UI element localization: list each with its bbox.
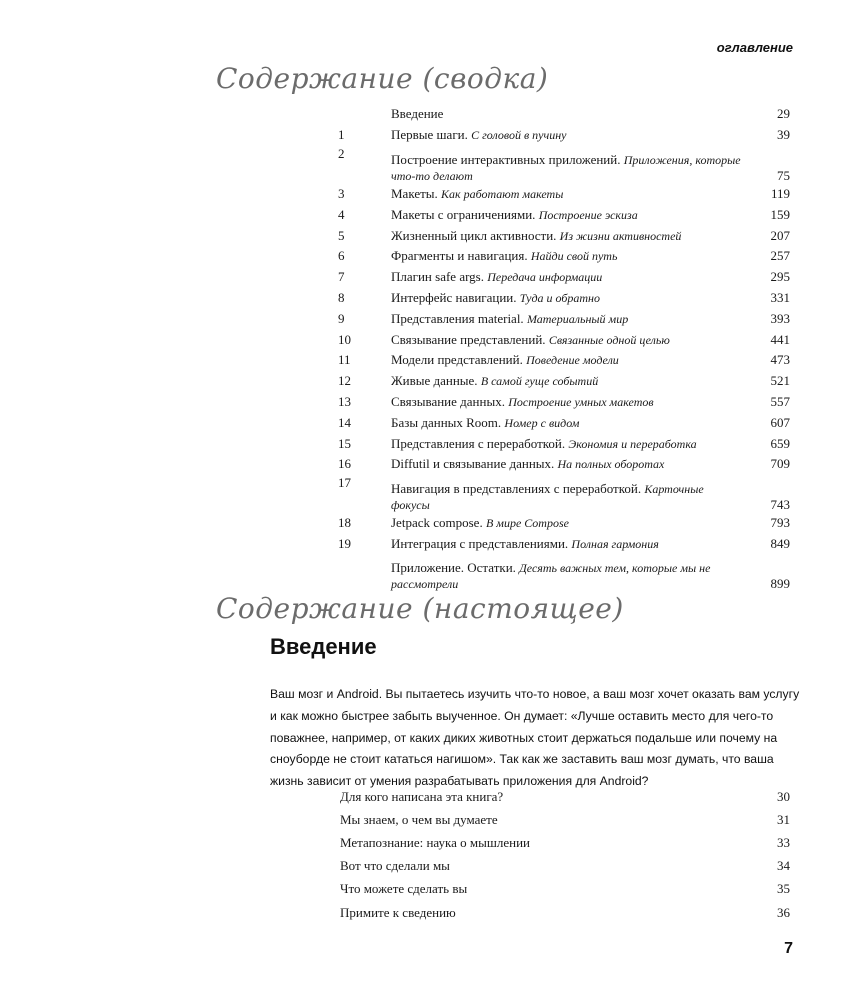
toc-chapter-number: 9 <box>338 310 345 326</box>
toc-chapter-title: Макеты с ограничениями. Построение эскиза <box>391 206 638 222</box>
toc-chapter-number: 19 <box>338 535 351 551</box>
toc-detail-title: Что можете сделать вы <box>340 881 468 897</box>
toc-detail-page: 33 <box>777 834 790 850</box>
toc-row-12[interactable] <box>338 371 790 392</box>
toc-chapter-subtitle: Связанные одной целью <box>548 332 670 347</box>
intro-paragraph: Ваш мозг и Android. Вы пытаетесь изучить что-то новое, а ваш мозг хочет оказать вам услугу и как можно быстрее забыть выученное. Он думает: «Лучше оставить место для чего-то поважнее, например, от каких диких животных стоит держаться подальше или почему на сноуборде не стоит кататься нагишом». Так как же заставить ваш мозг думать, что ваша жизнь зависит от умения разрабатывать приложения для Android? <box>270 687 800 789</box>
toc-page-number: 331 <box>770 289 790 305</box>
toc-chapter-number: 12 <box>338 373 351 389</box>
toc-row-intro[interactable] <box>338 104 790 125</box>
toc-page-number: 159 <box>770 206 790 222</box>
toc-detail-row[interactable] <box>340 855 790 878</box>
toc-chapter-title: Связывание данных. Построение умных макетов <box>391 393 654 409</box>
toc-chapter-title: Первые шаги. С головой в пучину <box>391 127 567 143</box>
running-head: оглавление <box>716 40 793 55</box>
toc-chapter-title: Приложение. Остатки. Десять важных тем, которые мы не рассмотрели <box>391 560 711 592</box>
toc-detail-title: Метапознание: наука о мышлении <box>340 834 531 850</box>
toc-chapter-number: 5 <box>338 227 345 243</box>
toc-page-number: 119 <box>770 185 790 201</box>
toc-chapter-subtitle: Найди свой путь <box>530 249 618 264</box>
toc-chapter-number: 2 <box>338 145 345 161</box>
toc-chapter-subtitle: Экономия и переработка <box>568 436 697 451</box>
toc-detail-list <box>340 785 790 924</box>
toc-summary-list <box>338 104 790 592</box>
toc-page-number: 257 <box>770 248 790 264</box>
toc-detail-title: Вот что сделали мы <box>340 858 450 874</box>
toc-row-16[interactable] <box>338 454 790 475</box>
toc-detail-page: 35 <box>777 881 790 897</box>
toc-chapter-title: Живые данные. В самой гуще событий <box>391 373 599 389</box>
toc-detail-title: Примите к сведению <box>340 904 456 920</box>
toc-page-number: 39 <box>777 127 790 143</box>
toc-chapter-title: Связывание представлений. Связанные одной целью <box>391 331 670 347</box>
toc-row-18[interactable] <box>338 513 790 534</box>
toc-chapter-number: 1 <box>338 127 345 143</box>
toc-chapter-subtitle: Полная гармония <box>571 536 659 551</box>
toc-page-number: 393 <box>770 310 790 326</box>
toc-row-11[interactable] <box>338 350 790 371</box>
toc-chapter-number: 8 <box>338 289 345 305</box>
toc-detail-page: 34 <box>777 858 790 874</box>
toc-detail-row[interactable] <box>340 808 790 831</box>
toc-chapter-subtitle: В мире Compose <box>485 516 569 531</box>
toc-chapter-number: 4 <box>338 206 345 222</box>
toc-detail-row[interactable] <box>340 785 790 808</box>
toc-chapter-title: Модели представлений. Поведение модели <box>391 352 619 368</box>
toc-detail-page: 31 <box>777 811 790 827</box>
toc-detail-row[interactable] <box>340 878 790 901</box>
toc-page-number: 441 <box>770 331 790 347</box>
toc-chapter-subtitle: Как работают макеты <box>441 186 564 201</box>
toc-detail-row[interactable] <box>340 831 790 854</box>
toc-row-6[interactable] <box>338 246 790 267</box>
toc-row-3[interactable] <box>338 184 790 205</box>
toc-chapter-number: 6 <box>338 248 345 264</box>
toc-chapter-subtitle: Номер с видом <box>504 415 580 430</box>
toc-detail-title: Мы знаем, о чем вы думаете <box>340 811 498 827</box>
toc-chapter-subtitle: Передача информации <box>487 270 603 285</box>
toc-page-number: 849 <box>770 535 790 551</box>
toc-page-number: 521 <box>770 373 790 389</box>
toc-row-7[interactable] <box>338 267 790 288</box>
toc-page-number: 709 <box>770 456 790 472</box>
toc-detail-title: Для кого написана эта книга? <box>340 788 504 804</box>
page-number: 7 <box>784 940 793 957</box>
toc-chapter-subtitle: Поведение модели <box>526 353 619 368</box>
toc-chapter-subtitle: Карточные фокусы <box>391 481 704 512</box>
toc-chapter-subtitle: Из жизни активностей <box>559 228 682 243</box>
toc-page-number: 899 <box>770 576 790 592</box>
toc-chapter-subtitle: На полных оборотах <box>557 457 665 472</box>
toc-row-14[interactable] <box>338 412 790 433</box>
toc-row-17[interactable] <box>338 475 790 513</box>
toc-chapter-subtitle: В самой гуще событий <box>480 374 599 389</box>
toc-chapter-subtitle: С головой в пучину <box>471 128 567 143</box>
toc-chapter-subtitle: Материальный мир <box>526 311 629 326</box>
toc-chapter-title: Навигация в представлениях с переработкой. Карточные фокусы <box>391 480 704 512</box>
toc-page-number: 295 <box>770 269 790 285</box>
toc-chapter-title: Жизненный цикл активности. Из жизни активностей <box>391 227 682 243</box>
toc-chapter-number: 17 <box>338 474 351 490</box>
toc-page-number: 659 <box>770 435 790 451</box>
toc-row-9[interactable] <box>338 308 790 329</box>
toc-row-4[interactable] <box>338 204 790 225</box>
toc-page-number: 793 <box>770 515 790 531</box>
toc-detail-page: 36 <box>777 904 790 920</box>
toc-chapter-number: 16 <box>338 456 351 472</box>
toc-chapter-title: Введение <box>391 106 444 122</box>
toc-chapter-title: Представления material. Материальный мир <box>391 310 629 326</box>
toc-chapter-subtitle: Приложения, которые что-то делают <box>391 152 741 183</box>
toc-chapter-title: Diffutil и связывание данных. На полных оборотах <box>391 456 665 472</box>
toc-page-number: 75 <box>777 167 790 183</box>
toc-chapter-title: Фрагменты и навигация. Найди свой путь <box>391 248 618 264</box>
toc-chapter-subtitle: Туда и обратно <box>519 290 601 305</box>
toc-row-8[interactable] <box>338 288 790 309</box>
toc-row-13[interactable] <box>338 392 790 413</box>
toc-detail-row[interactable] <box>340 901 790 924</box>
toc-row-19[interactable] <box>338 534 790 555</box>
full-section-title: Содержание (настоящее) <box>216 592 624 625</box>
toc-row-10[interactable] <box>338 329 790 350</box>
toc-page-number: 607 <box>770 414 790 430</box>
toc-row-appendix[interactable] <box>338 554 790 592</box>
toc-page-number: 743 <box>770 496 790 512</box>
toc-chapter-number: 11 <box>338 352 351 368</box>
toc-detail-page: 30 <box>777 788 790 804</box>
toc-chapter-title: Представления с переработкой. Экономия и переработка <box>391 435 697 451</box>
toc-chapter-number: 7 <box>338 269 345 285</box>
toc-chapter-title: Плагин safe args. Передача информации <box>391 269 603 285</box>
toc-row-1[interactable] <box>338 125 790 146</box>
toc-chapter-number: 10 <box>338 331 351 347</box>
toc-page-number: 473 <box>770 352 790 368</box>
chapter-heading: Введение <box>270 634 377 659</box>
toc-chapter-subtitle: Построение эскиза <box>538 207 638 222</box>
toc-chapter-subtitle: Построение умных макетов <box>508 394 654 409</box>
toc-chapter-title: Построение интерактивных приложений. Приложения, которые что-то делают <box>391 151 741 183</box>
toc-page-number: 557 <box>770 393 790 409</box>
toc-row-15[interactable] <box>338 433 790 454</box>
summary-section-title: Содержание (сводка) <box>216 62 549 95</box>
toc-chapter-number: 14 <box>338 414 351 430</box>
toc-page-number: 207 <box>770 227 790 243</box>
toc-chapter-title: Макеты. Как работают макеты <box>391 185 564 201</box>
toc-chapter-title: Интеграция с представлениями. Полная гармония <box>391 535 659 551</box>
toc-chapter-title: Интерфейс навигации. Туда и обратно <box>391 289 601 305</box>
toc-chapter-number: 18 <box>338 515 351 531</box>
toc-row-2[interactable] <box>338 146 790 184</box>
toc-page-number: 29 <box>777 106 790 122</box>
toc-chapter-subtitle: Десять важных тем, которые мы не рассмотрели <box>391 561 711 592</box>
toc-row-5[interactable] <box>338 225 790 246</box>
toc-chapter-number: 13 <box>338 393 351 409</box>
toc-chapter-number: 3 <box>338 185 345 201</box>
toc-chapter-title: Базы данных Room. Номер с видом <box>391 414 580 430</box>
toc-chapter-title: Jetpack compose. В мире Compose <box>391 515 569 531</box>
toc-chapter-number: 15 <box>338 435 351 451</box>
